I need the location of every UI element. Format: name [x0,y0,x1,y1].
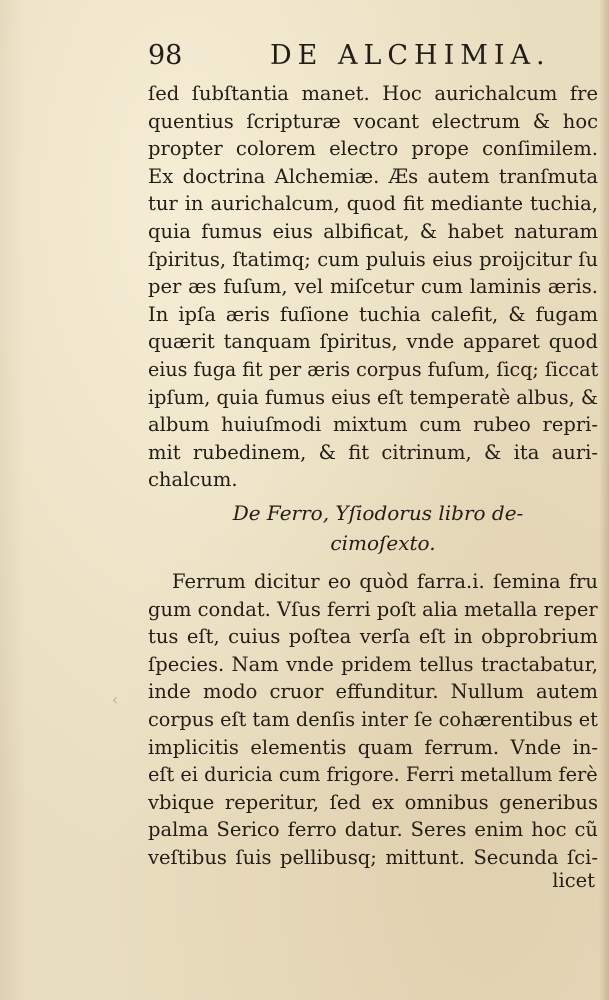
text-line: eius fuga fit per æris corpus fuſum, ſicq; ſiccat [148,357,599,381]
text-line: tus eſt, cuius poſtea verſa eſt in obprobrium [148,625,598,649]
margin-mark: ‹ [112,690,119,709]
text-line: ipſum, quia fumus eius eſt temperatè albus, & [148,385,599,409]
section-heading-line-1: De Ferro, Yſiodorus libro de- [232,501,524,525]
text-line: In ipſa æris fuſione tuchia calefit, & fugam [148,302,598,326]
text-line: vbique reperitur, ſed ex omnibus generibus [148,790,598,814]
text-line: ſed ſubſtantia manet. Hoc aurichalcum fre [148,82,598,105]
text-line: implicitis elementis quam ferrum. Vnde in- [148,735,598,759]
text-line: gum condat. Vſus ferri poſt alia metalla reper [148,597,598,621]
page-number: 98 [148,40,183,71]
running-head [148,40,588,80]
text-line: inde modo cruor effunditur. Nullum autem [148,680,598,704]
catchword: licet [552,869,595,892]
text-line: quærit tanquam ſpiritus, vnde apparet quod [148,330,598,354]
text-line: album huiuſmodi mixtum cum rubeo repri- [148,413,598,437]
text-line: propter colorem electro prope conſimilem. [148,137,598,161]
paragraph-aurichalcum [148,80,598,494]
text-line: mit rubedinem, & fit citrinum, & ita auri- [148,440,598,464]
text-line: per æs fuſum, vel miſcetur cum laminis æris. [148,275,598,299]
text-line: ſpiritus, ſtatimq; cum puluis eius proijcitur ſu [148,247,598,271]
text-line: quentius ſcripturæ vocant electrum & hoc [148,109,598,133]
section-heading [148,498,588,558]
text-line: quia fumus eius albificat, & habet naturam [148,219,598,243]
text-line: eſt ei duricia cum frigore. Ferri metallum ferè [148,763,598,787]
text-line: palma Serico ferro datur. Seres enim hoc cũ [148,818,598,842]
text-line: Ex doctrina Alchemiæ. Æs autem tranſmuta [148,164,598,188]
page-edge-shadow [599,0,609,1000]
text-line: chalcum. [148,468,238,492]
text-line: corpus eſt tam denſis inter ſe cohærentibus et [148,707,598,731]
paragraph-ferrum [148,568,598,872]
section-heading-line-2: cimoſexto. [330,531,436,555]
text-line: tur in aurichalcum, quod fit mediante tuchia, [148,192,598,216]
text-line: veſtibus ſuis pellibusq; mittunt. Secunda ſci- [148,845,598,869]
text-line: Ferrum dicitur eo quòd farra.i. ſemina fru [172,570,598,593]
text-line: ſpecies. Nam vnde pridem tellus tractabatur, [148,652,598,676]
running-title: DE ALCHIMIA. [270,40,551,71]
